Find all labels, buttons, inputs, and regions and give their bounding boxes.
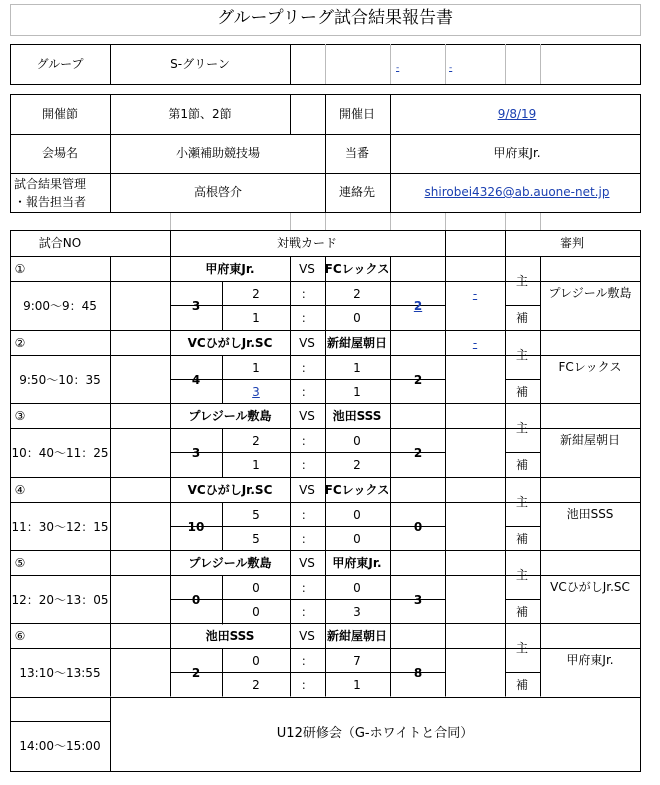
home-total: 4: [191, 372, 201, 387]
match-no: ⑥: [14, 628, 26, 643]
home-team: 甲府東Jr.: [205, 261, 255, 276]
away-half-2: 0: [353, 310, 361, 325]
referee-team: 池田SSS: [566, 506, 614, 521]
home-half-2: 2: [252, 677, 260, 692]
extra-mark[interactable]: -: [472, 286, 478, 301]
referee-main-label: 主: [515, 347, 529, 362]
extra-mark[interactable]: -: [472, 335, 478, 350]
away-half-1: 0: [353, 507, 361, 522]
match-no: ④: [14, 482, 26, 497]
home-team: プレジール敷島: [188, 408, 272, 423]
duty-label: 当番: [344, 146, 370, 160]
colon-1: ：: [300, 653, 314, 668]
match-time: 12：20〜13：05: [11, 592, 109, 607]
home-total: 2: [191, 665, 201, 680]
referee-sub-label: 補: [515, 310, 529, 325]
home-half-1: 2: [252, 433, 260, 448]
duty-value: 甲府東Jr.: [493, 146, 541, 160]
home-half-1: 2: [252, 286, 260, 301]
away-half-1: 2: [353, 286, 361, 301]
referee-team: 甲府東Jr.: [566, 652, 614, 667]
colon-1: ：: [300, 580, 314, 595]
referee-sub-label: 補: [515, 531, 529, 546]
colon-1: ：: [300, 360, 314, 375]
referee-sub-label: 補: [515, 384, 529, 399]
away-half-1: 0: [353, 433, 361, 448]
away-half-2: 3: [353, 604, 361, 619]
away-total[interactable]: 2: [413, 298, 423, 313]
colon-2: ：: [300, 604, 314, 619]
away-team: FCレックス: [324, 482, 390, 497]
away-team: 池田SSS: [332, 408, 382, 423]
away-half-1: 0: [353, 580, 361, 595]
final-text: U12研修会（G-ホワイトと合同）: [276, 726, 474, 741]
date-value[interactable]: 9/8/19: [497, 107, 537, 121]
referee-main-label: 主: [515, 273, 529, 288]
session-label: 開催節: [41, 107, 79, 121]
away-half-2: 1: [353, 384, 361, 399]
colon-2: ：: [300, 531, 314, 546]
home-total: 3: [191, 445, 201, 460]
home-team: 池田SSS: [205, 628, 255, 643]
match-no: ⑤: [14, 555, 26, 570]
header-referee: 審判: [559, 236, 585, 250]
referee-team: FCレックス: [558, 359, 622, 374]
home-team: VCひがしJr.SC: [187, 335, 273, 350]
home-half-1: 1: [252, 360, 260, 375]
colon-2: ：: [300, 310, 314, 325]
referee-main-label: 主: [515, 420, 529, 435]
colon-1: ：: [300, 507, 314, 522]
manager-label-line2: ・報告担当者: [14, 195, 87, 209]
colon-1: ：: [300, 433, 314, 448]
group-extra-1[interactable]: -: [396, 63, 400, 73]
home-half-1: 0: [252, 580, 260, 595]
session-value: 第1節、2節: [168, 107, 232, 121]
away-total: 3: [413, 592, 423, 607]
referee-team: VCひがしJr.SC: [550, 579, 630, 594]
home-half-1: 0: [252, 653, 260, 668]
venue-label: 会場名: [41, 146, 79, 160]
vs-label: VS: [299, 555, 315, 570]
header-card: 対戦カード: [276, 236, 338, 250]
match-no: ③: [14, 408, 26, 423]
away-team: 甲府東Jr.: [332, 555, 382, 570]
match-time: 9:50〜10：35: [19, 372, 101, 387]
home-half-1: 5: [252, 507, 260, 522]
colon-2: ：: [300, 384, 314, 399]
away-half-1: 7: [353, 653, 361, 668]
match-time: 13:10〜13:55: [19, 665, 101, 680]
away-team: 新紺屋朝日: [326, 628, 388, 643]
home-total: 3: [191, 298, 201, 313]
match-time: 10：40〜11：25: [11, 445, 109, 460]
referee-main-label: 主: [515, 567, 529, 582]
venue-value: 小瀬補助競技場: [175, 146, 261, 160]
vs-label: VS: [299, 628, 315, 643]
colon-1: ：: [300, 286, 314, 301]
home-team: VCひがしJr.SC: [187, 482, 273, 497]
away-half-1: 1: [353, 360, 361, 375]
referee-team: 新紺屋朝日: [559, 432, 621, 447]
group-extra-2[interactable]: -: [449, 63, 453, 73]
vs-label: VS: [299, 261, 315, 276]
referee-main-label: 主: [515, 640, 529, 655]
group-label: グループ: [36, 57, 84, 71]
referee-sub-label: 補: [515, 604, 529, 619]
match-no: ①: [14, 261, 26, 276]
match-time: 11：30〜12：15: [11, 519, 109, 534]
home-half-2: 1: [252, 457, 260, 472]
home-half-2: 5: [252, 531, 260, 546]
final-time: 14:00〜15:00: [19, 739, 101, 753]
home-half-2: 0: [252, 604, 260, 619]
away-half-2: 0: [353, 531, 361, 546]
match-no: ②: [14, 335, 26, 350]
away-team: FCレックス: [324, 261, 390, 276]
date-label: 開催日: [338, 107, 376, 121]
manager-value: 高根啓介: [193, 185, 243, 199]
colon-2: ：: [300, 677, 314, 692]
contact-label: 連絡先: [338, 185, 376, 199]
away-half-2: 1: [353, 677, 361, 692]
away-total: 2: [413, 372, 423, 387]
match-time: 9:00〜9：45: [23, 298, 97, 313]
header-match-no: 試合NO: [38, 236, 82, 250]
away-total: 0: [413, 519, 423, 534]
referee-sub-label: 補: [515, 457, 529, 472]
vs-label: VS: [299, 482, 315, 497]
away-half-2: 2: [353, 457, 361, 472]
referee-sub-label: 補: [515, 677, 529, 692]
home-half-2: 1: [252, 310, 260, 325]
referee-team: プレジール敷島: [548, 285, 632, 300]
group-value: S-グリーン: [170, 57, 230, 71]
away-total: 8: [413, 665, 423, 680]
away-total: 2: [413, 445, 423, 460]
page-title: グループリーグ試合結果報告書: [217, 8, 453, 28]
home-team: プレジール敷島: [188, 555, 272, 570]
vs-label: VS: [299, 408, 315, 423]
home-total: 0: [191, 592, 201, 607]
manager-label-line1: 試合結果管理: [14, 177, 87, 191]
home-total: 10: [187, 519, 205, 534]
contact-email-link[interactable]: shirobei4326@ab.auone-net.jp: [424, 185, 610, 199]
vs-label: VS: [299, 335, 315, 350]
home-half-2[interactable]: 3: [252, 384, 260, 399]
away-team: 新紺屋朝日: [326, 335, 388, 350]
colon-2: ：: [300, 457, 314, 472]
referee-main-label: 主: [515, 494, 529, 509]
